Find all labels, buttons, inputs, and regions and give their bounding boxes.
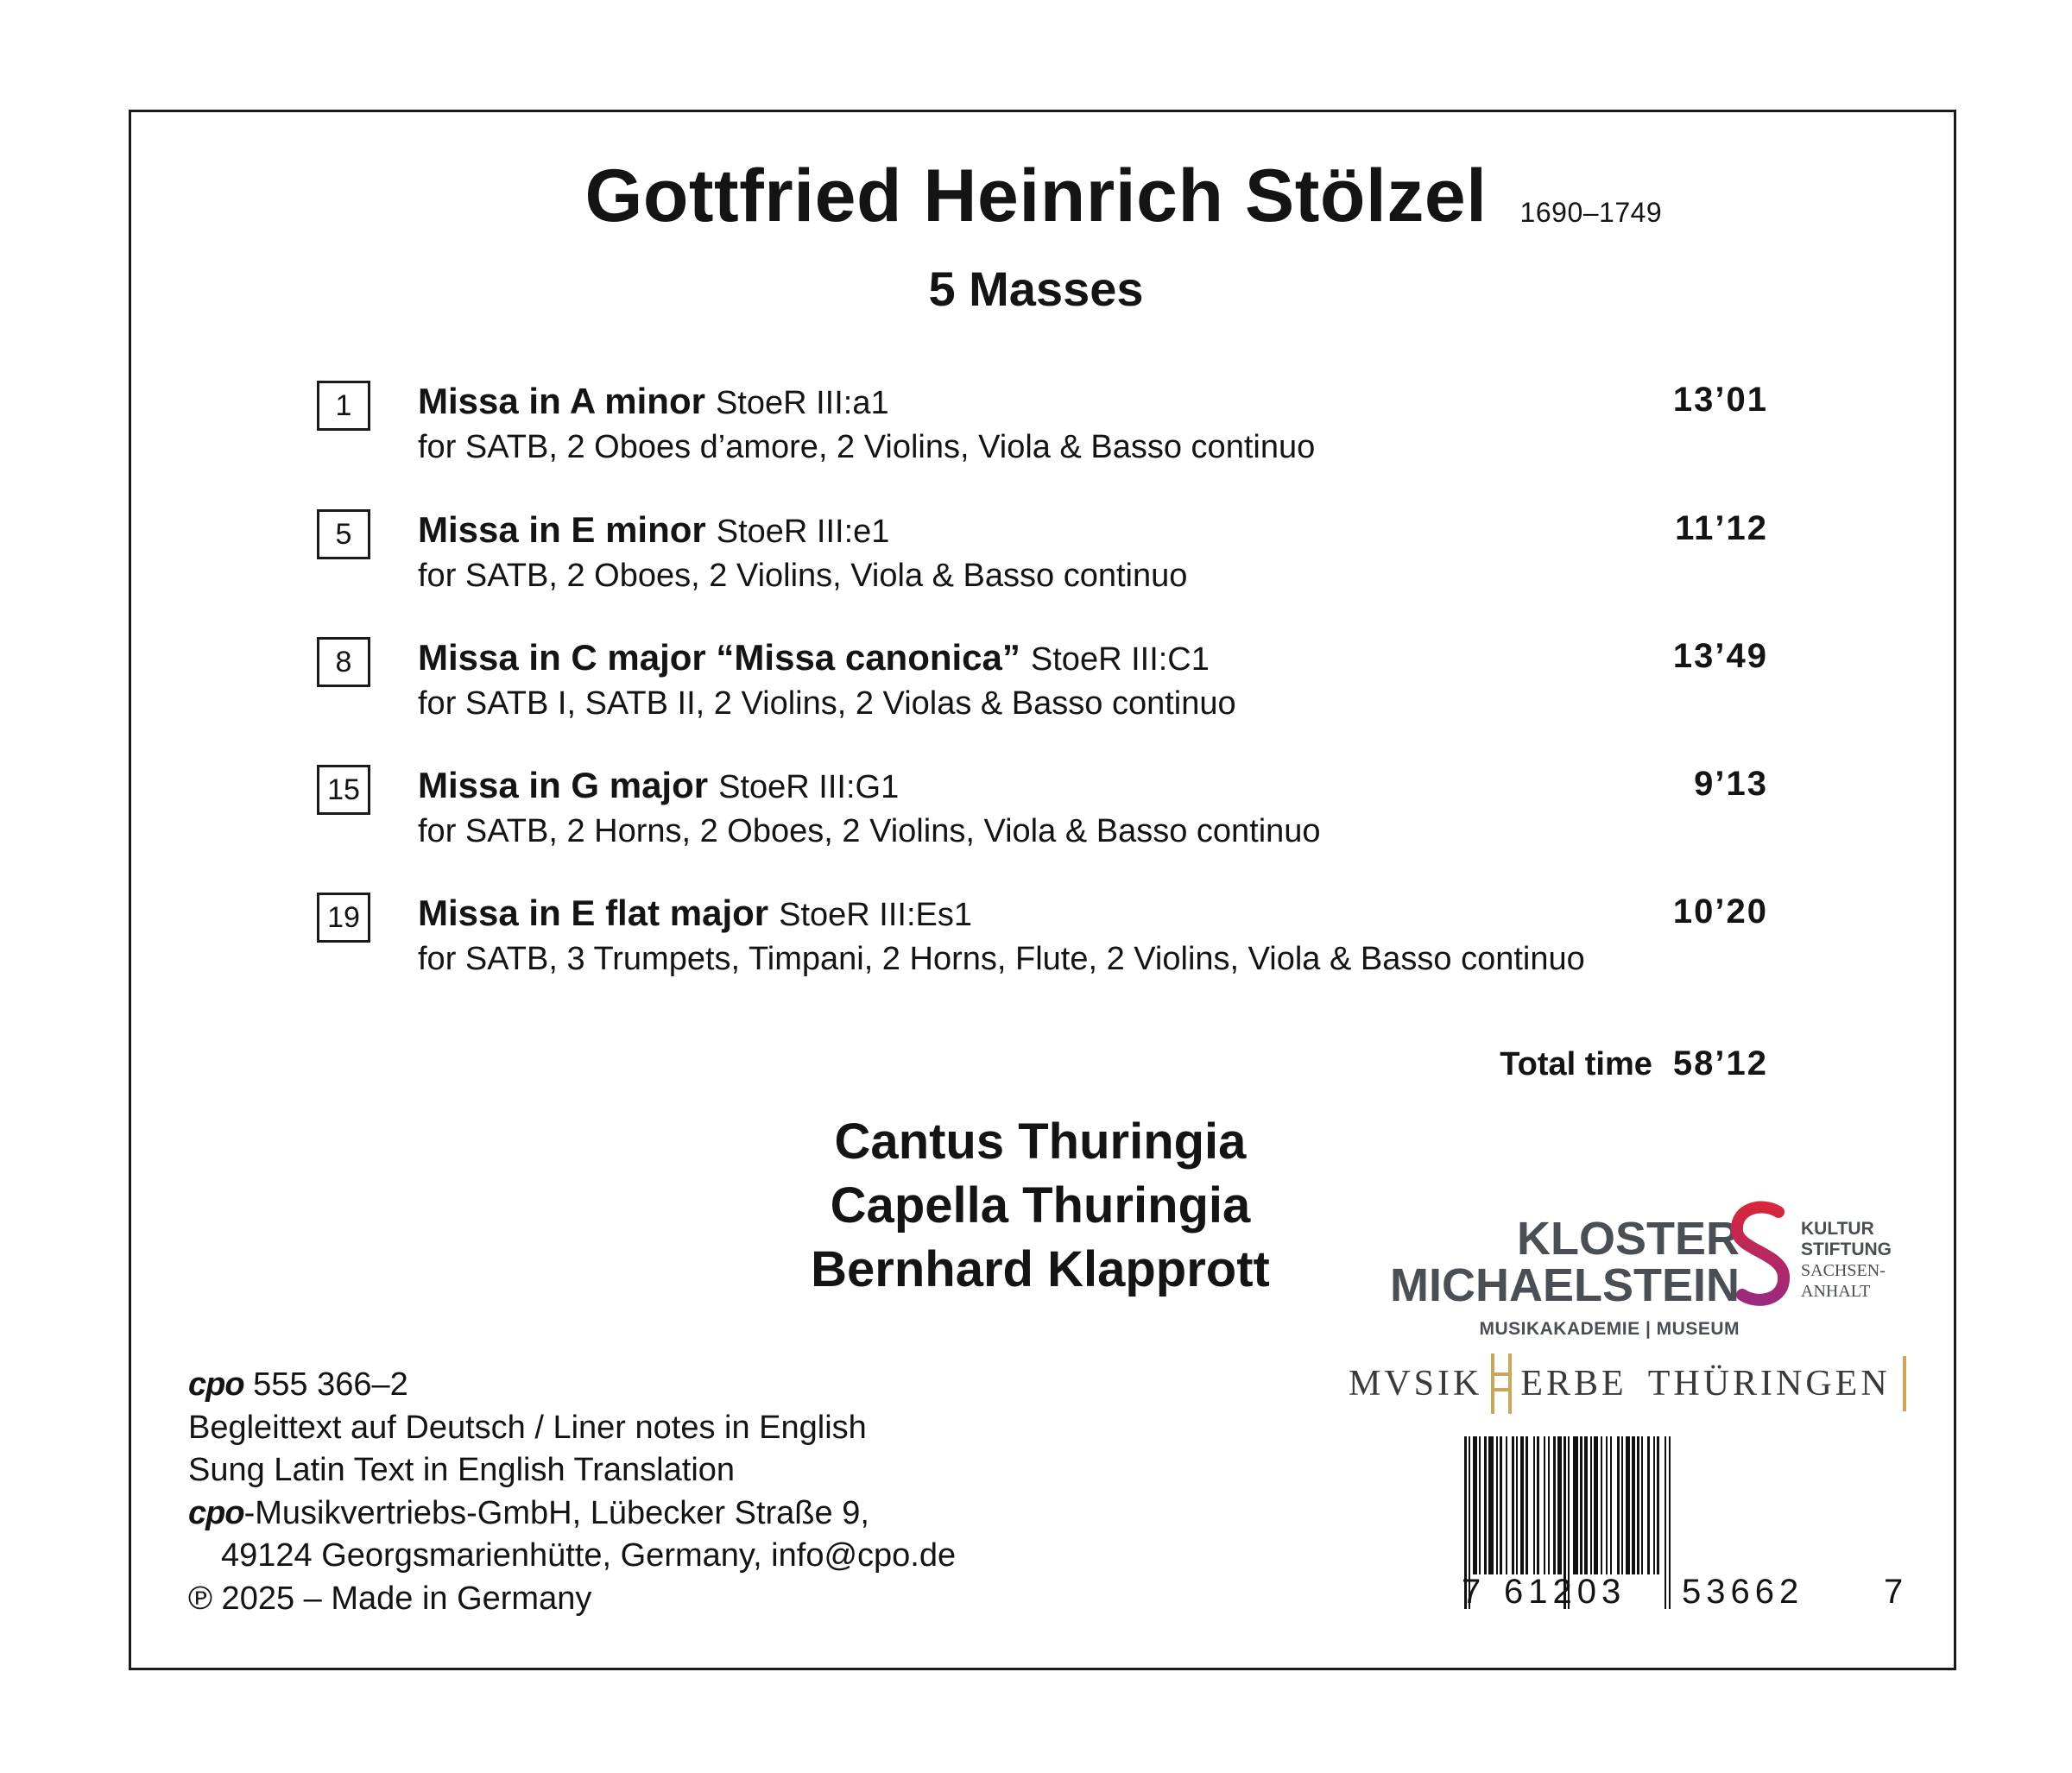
track-entry [0,509,2072,639]
cpo-logo: cpo [188,1494,244,1531]
barcode-bar [1520,1436,1524,1574]
track-duration: 10’20 [1672,893,1768,931]
barcode-bar [1641,1436,1643,1574]
release-info [188,1364,956,1620]
barcode-bar [1637,1436,1639,1574]
barcode-lead-digit: 7 [1462,1573,1481,1611]
kultur-line: STIFTUNG [1801,1240,1892,1259]
track-title: Missa in C major “Missa canonica” [418,637,1020,678]
languages-line: Begleittext auf Deutsch / Liner notes in English [188,1409,867,1446]
track-duration: 13’49 [1672,637,1768,675]
barcode-bar [1669,1436,1671,1609]
barcode-bar [1553,1436,1556,1574]
track-duration: 11’12 [1675,509,1768,547]
track-title-line [418,765,899,806]
total-time-label: Total time [1500,1046,1652,1082]
kulturstiftung-s-icon [1727,1200,1796,1308]
barcode-bar [1606,1436,1608,1574]
barcode-bar [1557,1436,1562,1574]
erbe-middle: ERBE [1520,1364,1627,1404]
barcode-bar [1617,1436,1620,1574]
track-title-line [418,381,889,422]
barcode-bar [1544,1436,1545,1574]
total-time-value: 58’12 [1672,1044,1768,1082]
address-line: 49124 Georgsmarienhütte, Germany, info@cpo.de [221,1537,957,1574]
track-title: Missa in E minor [418,509,706,550]
barcode-bar [1506,1436,1507,1574]
barcode-bar [1479,1436,1481,1574]
barcode-bar [1580,1436,1582,1574]
track-number: 1 [317,381,370,431]
track-entry [0,765,2072,894]
barcode-bar [1584,1436,1588,1574]
barcode-bar [1512,1436,1514,1574]
track-title-line [418,509,889,551]
barcode-bar [1632,1436,1635,1574]
barcode-bar [1488,1436,1494,1574]
chair-icon [1488,1353,1515,1414]
work-title: 5 Masses [928,262,1144,316]
barcode-bar [1516,1436,1518,1574]
barcode-bar [1548,1436,1550,1574]
track-catalog: StoeR III:G1 [718,769,900,805]
barcode-bar [1573,1436,1578,1574]
performer-conductor: Bernhard Klapprott [811,1241,1270,1297]
track-number: 8 [317,637,370,687]
barcode-bar [1621,1436,1623,1574]
kultur-line: ANHALT [1801,1282,1871,1301]
track-scoring: for SATB I, SATB II, 2 Violins, 2 Violas & Basso continuo [418,685,1236,722]
composer-name: Gottfried Heinrich Stölzel [584,155,1488,237]
kloster-line1: KLOSTER [1516,1213,1740,1265]
barcode-bar [1533,1436,1535,1574]
track-entry [0,637,2072,767]
barcode-bar [1653,1436,1655,1574]
publisher-name: -Musikvertriebs-GmbH, Lübecker Straße 9, [243,1494,869,1531]
kloster-line2: MICHAELSTEIN [1390,1259,1740,1311]
kloster-subtitle: MUSIKAKADEMIE | MUSEUM [1479,1319,1740,1339]
track-number: 19 [317,893,370,943]
barcode-check-digit: 7 [1884,1573,1904,1611]
track-scoring: for SATB, 2 Horns, 2 Oboes, 2 Violins, Viola & Basso continuo [418,813,1321,849]
barcode-bar [1526,1436,1528,1574]
track-number: 5 [317,509,370,559]
performer-ensemble: Capella Thuringia [830,1177,1251,1234]
track-entry [0,381,2072,510]
barcode-bar [1484,1436,1487,1574]
barcode-bar [1601,1436,1602,1574]
barcode-bar [1473,1436,1477,1574]
track-duration: 9’13 [1694,765,1768,803]
gold-divider [1903,1356,1906,1411]
track-catalog: StoeR III:C1 [1030,641,1210,678]
catalog-number: 555 366–2 [253,1366,408,1403]
barcode-bar [1657,1436,1659,1574]
composer-dates: 1690–1749 [1519,197,1663,228]
kultur-line: SACHSEN- [1801,1261,1886,1280]
track-title-line [418,893,972,934]
performer-choir: Cantus Thuringia [834,1114,1247,1170]
barcode-bar [1594,1436,1598,1574]
track-title-line [418,637,1210,678]
track-entry [0,893,2072,1022]
barcode-bar [1496,1436,1498,1574]
track-scoring: for SATB, 2 Oboes, 2 Violins, Viola & Basso continuo [418,558,1188,594]
copyright-line: ℗ 2025 – Made in Germany [188,1580,592,1617]
barcode-bar [1500,1436,1502,1574]
kultur-line: KULTUR [1801,1219,1874,1239]
erbe-left: MVSIK [1349,1364,1483,1404]
composer-heading [0,154,2072,239]
erbe-right: THÜRINGEN [1647,1364,1891,1404]
barcode-group2: 53662 [1682,1573,1804,1611]
barcode-group1: 61203 [1504,1573,1627,1611]
translation-line: Sung Latin Text in English Translation [188,1452,736,1488]
barcode-bar [1665,1436,1666,1609]
track-number: 15 [317,765,370,815]
track-catalog: StoeR III:Es1 [779,897,973,933]
track-title: Missa in G major [418,765,709,805]
cpo-logo: cpo [188,1366,244,1403]
barcode-bar [1626,1436,1630,1574]
track-scoring: for SATB, 3 Trumpets, Timpani, 2 Horns, Flute, 2 Violins, Viola & Basso continuo [418,941,1585,977]
kulturstiftung-text [1801,1219,1892,1302]
barcode-bar [1610,1436,1612,1574]
track-catalog: StoeR III:a1 [715,385,889,421]
musikerbe-thueringen-logo [1349,1353,1906,1414]
kloster-michaelstein-logo [1381,1200,1917,1338]
track-catalog: StoeR III:e1 [716,514,890,550]
track-scoring: for SATB, 2 Oboes d’amore, 2 Violins, Viola & Basso continuo [418,429,1316,465]
publisher-line [188,1492,956,1536]
track-title: Missa in A minor [418,381,705,421]
barcode-bar [1590,1436,1592,1574]
total-time [1500,1044,1768,1083]
track-title: Missa in E flat major [418,893,769,933]
barcode-bar [1647,1436,1650,1574]
barcode-bar [1537,1436,1539,1574]
track-duration: 13’01 [1672,381,1768,419]
catalog-line [188,1364,956,1407]
